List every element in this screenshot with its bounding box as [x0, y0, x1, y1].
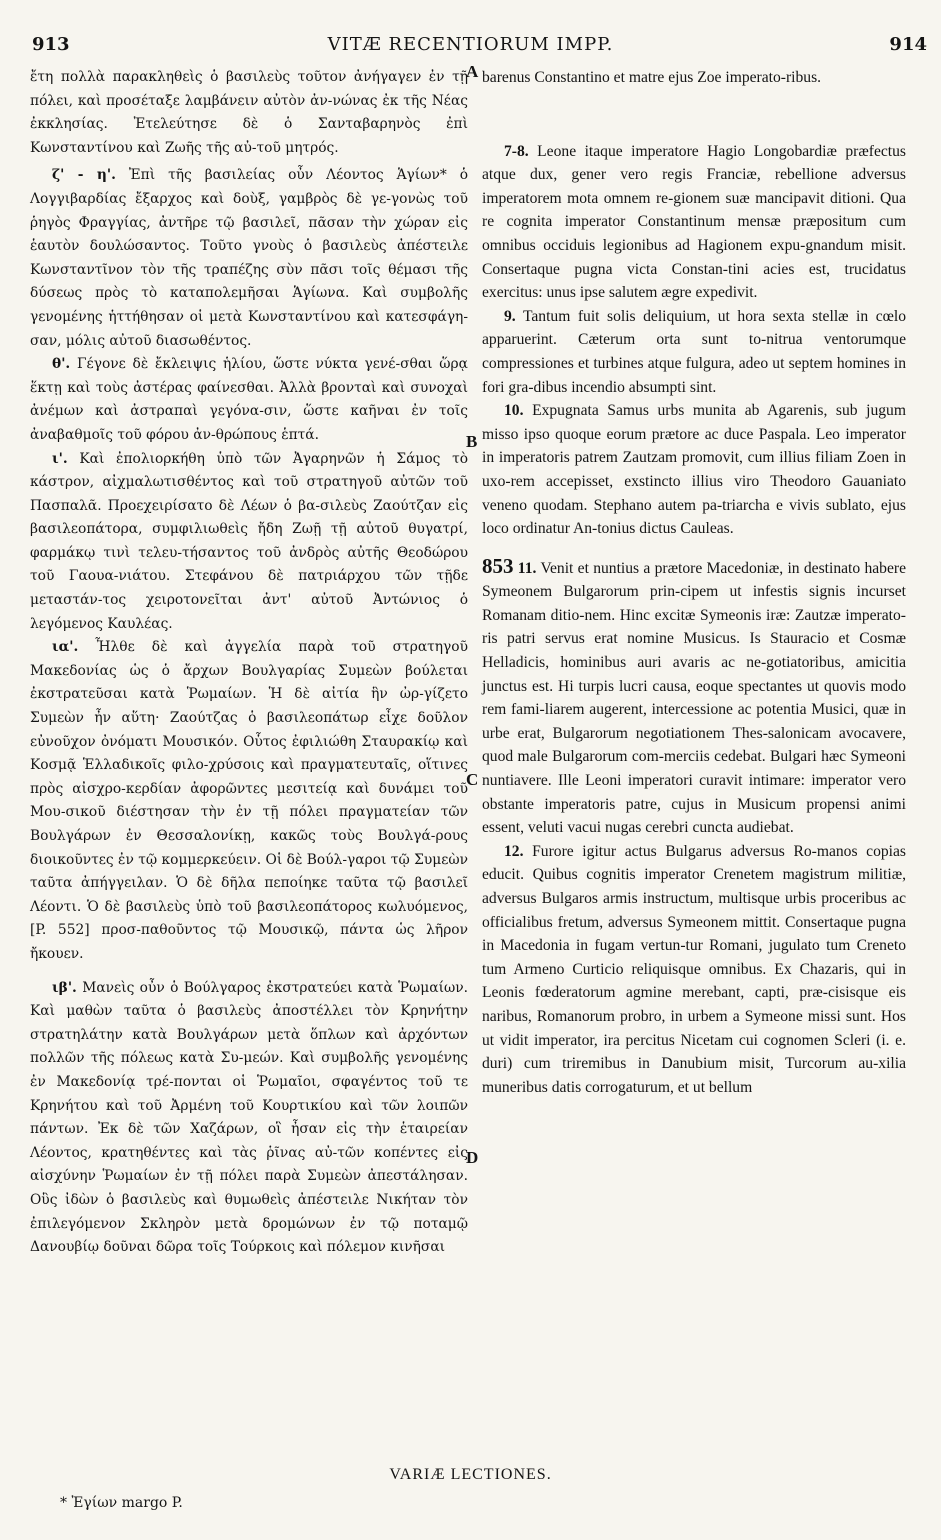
latin-text: Tantum fuit solis deliquium, ut hora sexta stellæ in cœlo apparuerint. Cæterum orta sunt to-nitrua ventorumque compressiones et turbines atque fulgura, adeo ut septem homines in fori gra-dibus incendio absumpti sint.	[482, 307, 907, 396]
margin-letter-c: C	[466, 770, 479, 789]
latin-top-paragraph: barenus Constantino et matre ejus Zoe imperato-ribus.	[482, 69, 822, 86]
greek-paragraph-1	[30, 164, 468, 353]
greek-paragraph-2	[30, 353, 468, 447]
greek-text: Καὶ ἐπολιορκήθη ὑπὸ τῶν Ἀγαρηνῶν ἡ Σάμος τὸ κάστρον, αἰχμαλωτισθέντος καὶ τοῦ στρατηγοῦ αὐτῶν τοῦ Πασπαλᾶ. Προεχειρίσατο δὲ Λέων ὁ βα-σιλεὺς Ζαούτζαν εἰς βασιλεοπάτορα, συμφιλιωθεὶς ἤδη Ζωῇ τῇ αὐτοῦ θυγατρί, φαρμάκῳ τινὶ τελευ-τήσαντος τοῦ ἀνδρὸς αὐτῆς Θεοδώρου τοῦ Γαουα-νιάτου. Στεφάνου δὲ πατριάρχου τῶν τῇδε μεταστάν-τος χειροτονεῖται ἀντ' αὐτοῦ Ἀντώνιος ὁ λεγόμενος Καυλέας.	[30, 450, 469, 632]
greek-text: Γέγονε δὲ ἔκλειψις ἡλίου, ὥστε νύκτα γενέ-σθαι ὥρᾳ ἕκτῃ καὶ τοὺς ἀστέρας φαίνεσθαι. Ἀλλὰ βρονταὶ καὶ συνοχαὶ ἀνέμων καὶ ἀστραπαὶ γεγόνα-σιν, ὥστε καῆναι ἐν τοῖς ἀναβαθμοῖς τοῦ φόρου ἀν-θρώπους ἑπτά.	[30, 356, 468, 443]
greek-paragraph-3	[30, 448, 468, 637]
footnote: * Ἐγίων margo P.	[60, 1495, 183, 1511]
latin-text: Venit et nuntius a prætore Macedoniæ, in destinato habere Symeonem Bulgarorum prin-cipem ut infestis signis incurset Romanam ditio-nem. Hinc excitæ Symeonis iræ: Zautzæ imperato-ris patri servus erat nomine Musicus. Is Stauracio et Cosmæ Helladicis, hominibus auri avaris ac ne-gotiatoribus, amicitia junctus est. Hi turpis lucri causa, eoque spectantes ut quovis modo rem fami-liarem augerent, intercessione ac potentia Musici, quæ in urbe erat, Bulgarorum negotiationem Thes-salonicam avocavere, quod male Bulgarorum com-merciis cedebat. Bulgari hæc Symeoni nuntiavere. Ille Leoni imperatori curavit intimare: imperator vero obstante imperatoris patre, cujus in Musicum propensi animi essent, veluti vacui nugas cerebri cuncta audiebat.	[482, 559, 907, 837]
section-number: 9.	[504, 307, 516, 325]
greek-text: Ἦλθε δὲ καὶ ἀγγελία παρὰ τοῦ στρατηγοῦ Μακεδονίας ὡς ὁ ἄρχων Βουλγαρίας Συμεὼν βούλεται ἐκστρατεῦσαι κατὰ Ῥωμαίων. Ἡ δὲ αἰτία ἣν ὠρ-γίζετο Συμεὼν ἦν αὕτη· Ζαούτζας ὁ βασιλεοπάτωρ εἶχε δοῦλον εὐνοῦχον ὀνόματι Μουσικόν. Οὗτος ἐφιλιώθη Σταυρακίῳ καὶ Κοσμᾷ Ἑλλαδικοῖς φιλο-χρύσοις καὶ πραγματευταῖς, οἵτινες πρὸς αἰσχρο-κερδίαν ἀφορῶντες μεσιτείᾳ καὶ δυνάμει τοῦ Μου-σικοῦ διέστησαν τὴν ἐν τῇ πόλει πραγματείαν τῶν Βουλγάρων ἐν Θεσσαλονίκῃ, κακῶς τοὺς Βουλγά-ρους διοικοῦντες ἐν τῷ κομμερκεύειν. Οἱ δὲ Βούλ-γαροι τῷ Συμεὼν ταῦτα ἀπήγγειλαν. Ὁ δὲ δῆλα πεποίηκε ταῦτα τῷ βασιλεῖ Λέοντι. Ὁ δὲ βασιλεὺς ὑπὸ τοῦ βασιλεοπάτορος κωλυόμενος, [P. 552] προσ-παθοῦντος τῷ Μουσικῷ, πάντα ὡς λῆρον ἤκουεν.	[30, 639, 468, 962]
margin-letter-b: B	[466, 432, 478, 451]
greek-text: Μανεὶς οὖν ὁ Βούλγαρος ἐκστρατεύει κατὰ Ῥωμαίων. Καὶ μαθὼν ταῦτα ὁ βασιλεὺς ἀποστέλλει τὸν Κρηνήτην στρατηλάτην κατὰ Βουλγάρων μετὰ ὅπλων καὶ ἀρχόντων πολλῶν τῆς πόλεως κατὰ Συ-μεών. Καὶ συμβολῆς γενομένης ἐν Μακεδονίᾳ τρέ-πονται οἱ Ῥωμαῖοι, σφαγέντος τοῦ τε Κρηνήτου καὶ τοῦ Ἀρμένη τοῦ Κουρτικίου καὶ τῶν λοιπῶν πάντων. Ἐκ δὲ τῶν Χαζάρων, οἳ ἦσαν εἰς τὴν ἑταιρείαν Λέοντος, κρατηθέντες καὶ τὰς ῥῖνας αὐ-τῶν κοπέντες εἰς αἰσχύνην Ῥωμαίων ἐν τῇ πόλει παρὰ Συμεὼν ἀπεστάλησαν. Οὓς ἰδὼν ὁ βασιλεὺς καὶ θυμωθεὶς ἀπέστειλε Νικήταν τὸν ἐπιλεγόμενον Σκληρὸν μετὰ δρομώνων ἐν τῷ ποταμῷ Δανουβίῳ δοῦναι δῶρα τοῖς Τούρκοις καὶ πόλεμον κινῆσαι	[30, 979, 468, 1256]
greek-paragraph-5	[30, 977, 468, 1260]
section-number: ια'.	[52, 639, 79, 656]
latin-paragraph-3	[482, 399, 906, 541]
latin-text: Leone itaque imperatore Hagio Longobardiæ præfectus atque dux, gener vero regis Franciæ, rebellione adversus imperatorem mota omnem re-gionem suæ mancipavit ditioni. Qua re cognita imperator Constantinum mensæ præpositum cum omnibus occiduis legionibus ad Hagionem expu-gnandum misit. Consertaque pugna victa Constan-tini acies est, trucidatus exercitus: unus ipse salutem ægre expedivit.	[482, 142, 906, 302]
latin-paragraph-2	[482, 305, 906, 399]
section-number: θ'.	[52, 356, 71, 373]
greek-top-paragraph: ἔτη πολλὰ παρακληθεὶς ὁ βασιλεὺς τοῦτον ἀνήγαγεν ἐν τῇ πόλει, καὶ προσέταξε λαμβάνειν αὐτὸν ἀν-νώνας ἐκ τῆς Νέας ἐκκλησίας. Ἐτελεύτησε δὲ ὁ Σανταβαρηνὸς ἐπὶ Κωνσταντίνου καὶ Ζωῆς τῆς αὐ-τοῦ μητρός.	[30, 69, 468, 156]
greek-column	[30, 66, 468, 1260]
running-title: VITÆ RECENTIORUM IMPP.	[327, 34, 614, 55]
margin-letter-d: D	[466, 1148, 479, 1167]
latin-text: Expugnata Samus urbs munita ab Agarenis, sub jugum misso ipso quoque eorum prætore ac duce Paspala. Leo imperator in imperatoris patrem Zautzam promovit, cum illius filiam Zoen in uxo-rem accepisset, exstincto illius viro Theodoro Gauaniato veneno quodam. Stephano autem pa-triarcha e vivis sublato, ejus loco ordinatur An-tonius dictus Cauleas.	[482, 402, 906, 538]
section-number: ζ' - η'.	[52, 167, 116, 184]
page-number-left: 913	[32, 34, 70, 55]
variae-lectiones-heading: VARIÆ LECTIONES.	[389, 1466, 552, 1483]
section-number: 7-8.	[504, 142, 529, 160]
latin-paragraph-1	[482, 140, 906, 305]
section-number: 10.	[504, 402, 524, 420]
section-number: 11.	[517, 559, 537, 577]
page-number-right: 914	[889, 34, 927, 55]
section-number: 12.	[504, 842, 524, 860]
latin-column	[482, 66, 906, 1099]
greek-text: Ἐπὶ τῆς βασιλείας οὖν Λέοντος Ἁγίων* ὁ Λογγιβαρδίας ἔξαρχος καὶ δοὺξ, γαμβρὸς δὲ γε-γονὼς τοῦ ῥηγὸς Φραγγίας, ἀντῆρε τῷ βασιλεῖ, πᾶσαν τὴν χώραν εἰς ἑαυτὸν δουλώσαντος. Τοῦτο γνοὺς ὁ βασιλεὺς ἀπέστειλε Κωνσταντῖνον τὸν τῆς τραπέζης σὺν πᾶσι τοῖς θέμασι τῆς δύσεως πρὸς τὸ καταπολεμῆσαι Ἁγίωνα. Καὶ συμβολῆς γενομένης ἡττήθησαν οἱ μετὰ Κωνσταντίνου καὶ κατεσφάγη-σαν, μόλις αὐτοῦ διασωθέντος.	[30, 167, 468, 349]
section-number: ι'.	[52, 450, 68, 467]
margin-page-number: 853	[482, 553, 514, 578]
section-number: ιβ'.	[52, 979, 77, 996]
margin-letter-a: A	[466, 62, 479, 81]
greek-paragraph-4	[30, 636, 468, 966]
latin-text: Furore igitur actus Bulgarus adversus Ro-manos copias educit. Quibus cognitis imperator Crenetem magistrum militiæ, adversus Bulgaros armis instructum, multisque urbis proceribus ac officialibus fretum, adversus Symeonem mittit. Consertaque pugna in Macedonia in fugam vertun-tur Romani, jugulato tum Creneto tum Armeno Curticio reliquisque omnibus. Ex Chazaris, qui in Leonis fœderatorum agmine merebant, capti, præ-cisisque eis naribus, Romanorum probro, in urbem a Symeone missi sunt. Hos ut vidit imperator, ira percitus Nicetam cui cognomen Scleri (i. e. duri) cum triremibus in Danubium misit, Turcorum au-xilia muneribus datis corrogaturum, et ut bellum	[482, 842, 906, 1096]
page-header	[0, 34, 941, 64]
latin-paragraph-5	[482, 840, 906, 1100]
latin-paragraph-4	[482, 555, 906, 840]
